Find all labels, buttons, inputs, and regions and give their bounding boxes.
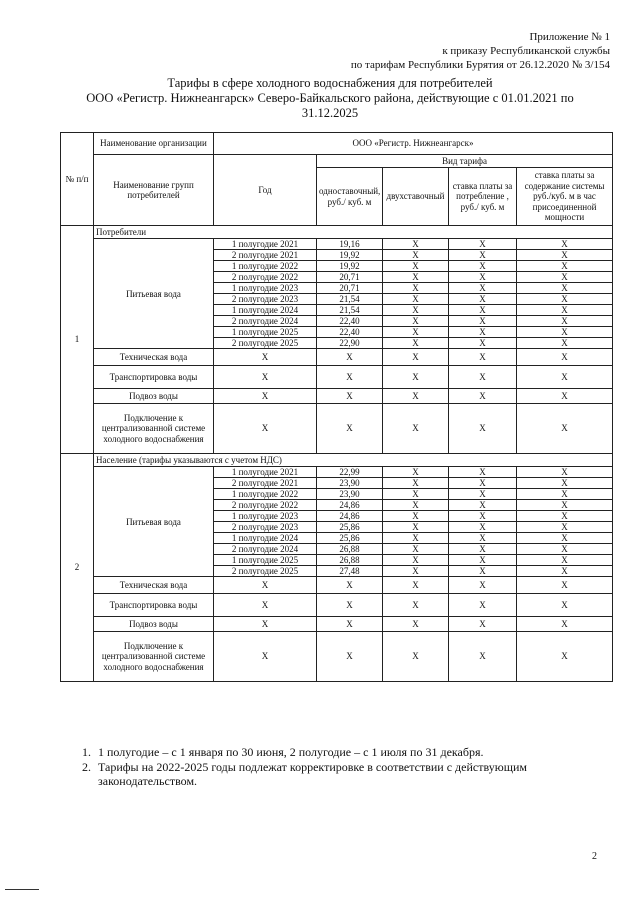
service-value-cell: X: [517, 632, 613, 682]
service-row: [61, 632, 613, 682]
service-value-cell: X: [449, 349, 517, 366]
two-rate-cell: X: [383, 316, 449, 327]
period-cell: 1 полугодие 2023: [214, 511, 317, 522]
consumption-rate-cell: X: [449, 294, 517, 305]
period-cell: 2 полугодие 2022: [214, 272, 317, 283]
two-rate-cell: X: [383, 478, 449, 489]
maintenance-rate-cell: X: [517, 478, 613, 489]
single-rate-value: 19,16: [317, 239, 383, 250]
consumption-rate-cell: X: [449, 478, 517, 489]
service-label: Транспортировка воды: [94, 366, 214, 389]
two-rate-cell: X: [383, 544, 449, 555]
header-col-two-rate: двухставочный: [383, 168, 449, 226]
service-value-cell: X: [383, 349, 449, 366]
single-rate-value: 20,71: [317, 283, 383, 294]
consumption-rate-cell: X: [449, 555, 517, 566]
two-rate-cell: X: [383, 467, 449, 478]
service-value-cell: X: [214, 389, 317, 404]
service-value-cell: X: [449, 617, 517, 632]
service-value-cell: X: [449, 404, 517, 454]
header-order-ref: к приказу Республиканской службы: [442, 45, 610, 57]
header-col-single-rate: одноставочный, руб./ куб. м: [317, 168, 383, 226]
single-rate-value: 22,99: [317, 467, 383, 478]
page-number: 2: [592, 851, 597, 862]
consumption-rate-cell: X: [449, 511, 517, 522]
period-cell: 2 полугодие 2025: [214, 338, 317, 349]
period-cell: 2 полугодие 2021: [214, 478, 317, 489]
service-value-cell: X: [383, 594, 449, 617]
service-value-cell: X: [317, 632, 383, 682]
single-rate-value: 23,90: [317, 478, 383, 489]
maintenance-rate-cell: X: [517, 272, 613, 283]
period-cell: 2 полугодие 2021: [214, 250, 317, 261]
period-cell: 2 полугодие 2023: [214, 522, 317, 533]
service-value-cell: X: [449, 366, 517, 389]
header-year: Год: [214, 155, 317, 226]
maintenance-rate-cell: X: [517, 555, 613, 566]
consumption-rate-cell: X: [449, 305, 517, 316]
single-rate-value: 24,86: [317, 511, 383, 522]
maintenance-rate-cell: X: [517, 239, 613, 250]
consumption-rate-cell: X: [449, 533, 517, 544]
table-row: [61, 467, 613, 478]
consumption-rate-cell: X: [449, 566, 517, 577]
single-rate-value: 19,92: [317, 261, 383, 272]
period-cell: 2 полугодие 2024: [214, 544, 317, 555]
service-value-cell: X: [214, 632, 317, 682]
service-value-cell: X: [214, 349, 317, 366]
single-rate-value: 25,86: [317, 533, 383, 544]
service-value-cell: X: [317, 404, 383, 454]
service-value-cell: X: [317, 594, 383, 617]
two-rate-cell: X: [383, 294, 449, 305]
single-rate-value: 22,90: [317, 338, 383, 349]
two-rate-cell: X: [383, 555, 449, 566]
two-rate-cell: X: [383, 305, 449, 316]
single-rate-value: 25,86: [317, 522, 383, 533]
two-rate-cell: X: [383, 272, 449, 283]
service-label: Техническая вода: [94, 349, 214, 366]
period-cell: 2 полугодие 2022: [214, 500, 317, 511]
period-cell: 2 полугодие 2024: [214, 316, 317, 327]
maintenance-rate-cell: X: [517, 261, 613, 272]
header-num: № п/п: [61, 133, 94, 226]
note-text: 1 полугодие – с 1 января по 30 июня, 2 полугодие – с 1 июля по 31 декабря.: [98, 745, 484, 759]
two-rate-cell: X: [383, 327, 449, 338]
period-cell: 1 полугодие 2021: [214, 467, 317, 478]
note-item: [82, 760, 612, 788]
service-label: Техническая вода: [94, 577, 214, 594]
section-title-row: [61, 454, 613, 467]
service-row: [61, 577, 613, 594]
two-rate-cell: X: [383, 239, 449, 250]
consumption-rate-cell: X: [449, 522, 517, 533]
consumption-rate-cell: X: [449, 327, 517, 338]
consumption-rate-cell: X: [449, 316, 517, 327]
consumption-rate-cell: X: [449, 272, 517, 283]
drinking-water-label: Питьевая вода: [94, 239, 214, 349]
service-value-cell: X: [517, 389, 613, 404]
title-line-1: Тарифы в сфере холодного водоснабжения для потребителей: [167, 76, 493, 90]
service-value-cell: X: [214, 594, 317, 617]
header-order-date: по тарифам Республики Бурятия от 26.12.2020 № 3/154: [350, 59, 610, 71]
service-value-cell: X: [517, 366, 613, 389]
service-label: Транспортировка воды: [94, 594, 214, 617]
document-header: [351, 30, 610, 72]
document-title: [60, 76, 600, 121]
period-cell: 1 полугодие 2022: [214, 261, 317, 272]
maintenance-rate-cell: X: [517, 522, 613, 533]
header-org-value: ООО «Регистр. Нижнеангарск»: [214, 133, 613, 155]
service-value-cell: X: [517, 404, 613, 454]
section-number: 2: [61, 454, 94, 682]
maintenance-rate-cell: X: [517, 500, 613, 511]
note-number: 2.: [82, 760, 91, 774]
service-value-cell: X: [517, 617, 613, 632]
single-rate-value: 24,86: [317, 500, 383, 511]
service-value-cell: X: [449, 577, 517, 594]
service-row: [61, 594, 613, 617]
service-label: Подвоз воды: [94, 389, 214, 404]
service-value-cell: X: [449, 632, 517, 682]
consumption-rate-cell: X: [449, 250, 517, 261]
two-rate-cell: X: [383, 283, 449, 294]
two-rate-cell: X: [383, 261, 449, 272]
section-title: Потребители: [94, 226, 613, 239]
service-value-cell: X: [214, 366, 317, 389]
notes: [82, 745, 612, 789]
maintenance-rate-cell: X: [517, 316, 613, 327]
period-cell: 1 полугодие 2023: [214, 283, 317, 294]
header-group: Наименование групп потребителей: [94, 155, 214, 226]
maintenance-rate-cell: X: [517, 511, 613, 522]
header-org-label: Наименование организации: [94, 133, 214, 155]
service-value-cell: X: [383, 577, 449, 594]
maintenance-rate-cell: X: [517, 566, 613, 577]
title-line-3: 31.12.2025: [301, 106, 359, 120]
maintenance-rate-cell: X: [517, 489, 613, 500]
service-value-cell: X: [517, 594, 613, 617]
period-cell: 1 полугодие 2025: [214, 327, 317, 338]
consumption-rate-cell: X: [449, 500, 517, 511]
maintenance-rate-cell: X: [517, 544, 613, 555]
drinking-water-label: Питьевая вода: [94, 467, 214, 577]
consumption-rate-cell: X: [449, 261, 517, 272]
single-rate-value: 26,88: [317, 544, 383, 555]
two-rate-cell: X: [383, 500, 449, 511]
service-value-cell: X: [317, 577, 383, 594]
consumption-rate-cell: X: [449, 239, 517, 250]
two-rate-cell: X: [383, 533, 449, 544]
maintenance-rate-cell: X: [517, 294, 613, 305]
period-cell: 1 полугодие 2025: [214, 555, 317, 566]
service-value-cell: X: [449, 594, 517, 617]
single-rate-value: 23,90: [317, 489, 383, 500]
two-rate-cell: X: [383, 511, 449, 522]
maintenance-rate-cell: X: [517, 533, 613, 544]
service-value-cell: X: [317, 366, 383, 389]
service-value-cell: X: [383, 389, 449, 404]
service-value-cell: X: [517, 577, 613, 594]
table-row: [61, 239, 613, 250]
period-cell: 1 полугодие 2024: [214, 533, 317, 544]
two-rate-cell: X: [383, 250, 449, 261]
period-cell: 1 полугодие 2022: [214, 489, 317, 500]
service-row: [61, 366, 613, 389]
consumption-rate-cell: X: [449, 283, 517, 294]
service-value-cell: X: [214, 404, 317, 454]
tariff-table: [60, 132, 613, 682]
period-cell: 1 полугодие 2021: [214, 239, 317, 250]
service-label: Подключение к централизованной системе холодного водоснабжения: [94, 632, 214, 682]
service-row: [61, 349, 613, 366]
two-rate-cell: X: [383, 522, 449, 533]
service-value-cell: X: [517, 349, 613, 366]
service-value-cell: X: [383, 617, 449, 632]
section-number: 1: [61, 226, 94, 454]
consumption-rate-cell: X: [449, 338, 517, 349]
maintenance-rate-cell: X: [517, 338, 613, 349]
maintenance-rate-cell: X: [517, 250, 613, 261]
single-rate-value: 21,54: [317, 294, 383, 305]
period-cell: 2 полугодие 2023: [214, 294, 317, 305]
two-rate-cell: X: [383, 566, 449, 577]
single-rate-value: 26,88: [317, 555, 383, 566]
header-col-consumption-rate: ставка платы за потребление , руб./ куб. м: [449, 168, 517, 226]
single-rate-value: 22,40: [317, 316, 383, 327]
maintenance-rate-cell: X: [517, 305, 613, 316]
service-value-cell: X: [449, 389, 517, 404]
two-rate-cell: X: [383, 338, 449, 349]
service-value-cell: X: [317, 617, 383, 632]
maintenance-rate-cell: X: [517, 327, 613, 338]
maintenance-rate-cell: X: [517, 467, 613, 478]
header-tariff-type: Вид тарифа: [317, 155, 613, 168]
service-value-cell: X: [317, 349, 383, 366]
note-number: 1.: [82, 745, 91, 759]
service-value-cell: X: [214, 617, 317, 632]
service-row: [61, 404, 613, 454]
service-value-cell: X: [383, 366, 449, 389]
service-value-cell: X: [383, 632, 449, 682]
period-cell: 2 полугодие 2025: [214, 566, 317, 577]
section-title: Население (тарифы указываются с учетом НДС): [94, 454, 613, 467]
footer-rule: [5, 889, 39, 890]
service-value-cell: X: [317, 389, 383, 404]
maintenance-rate-cell: X: [517, 283, 613, 294]
service-label: Подключение к централизованной системе холодного водоснабжения: [94, 404, 214, 454]
header-col-maintenance-rate: ставка платы за содержание системы руб./куб. м в час присоединенной мощности: [517, 168, 613, 226]
single-rate-value: 27,48: [317, 566, 383, 577]
single-rate-value: 21,54: [317, 305, 383, 316]
service-row: [61, 617, 613, 632]
period-cell: 1 полугодие 2024: [214, 305, 317, 316]
header-appendix: Приложение № 1: [529, 31, 610, 43]
note-text: Тарифы на 2022-2025 годы подлежат корректировке в соответствии с действующим законодательством.: [98, 760, 527, 788]
service-label: Подвоз воды: [94, 617, 214, 632]
section-title-row: [61, 226, 613, 239]
service-row: [61, 389, 613, 404]
single-rate-value: 22,40: [317, 327, 383, 338]
title-line-2: ООО «Регистр. Нижнеангарск» Северо-Байкальского района, действующие с 01.01.2021 по: [86, 91, 574, 105]
single-rate-value: 19,92: [317, 250, 383, 261]
service-value-cell: X: [383, 404, 449, 454]
note-item: [82, 745, 612, 759]
service-value-cell: X: [214, 577, 317, 594]
single-rate-value: 20,71: [317, 272, 383, 283]
two-rate-cell: X: [383, 489, 449, 500]
consumption-rate-cell: X: [449, 489, 517, 500]
consumption-rate-cell: X: [449, 544, 517, 555]
consumption-rate-cell: X: [449, 467, 517, 478]
